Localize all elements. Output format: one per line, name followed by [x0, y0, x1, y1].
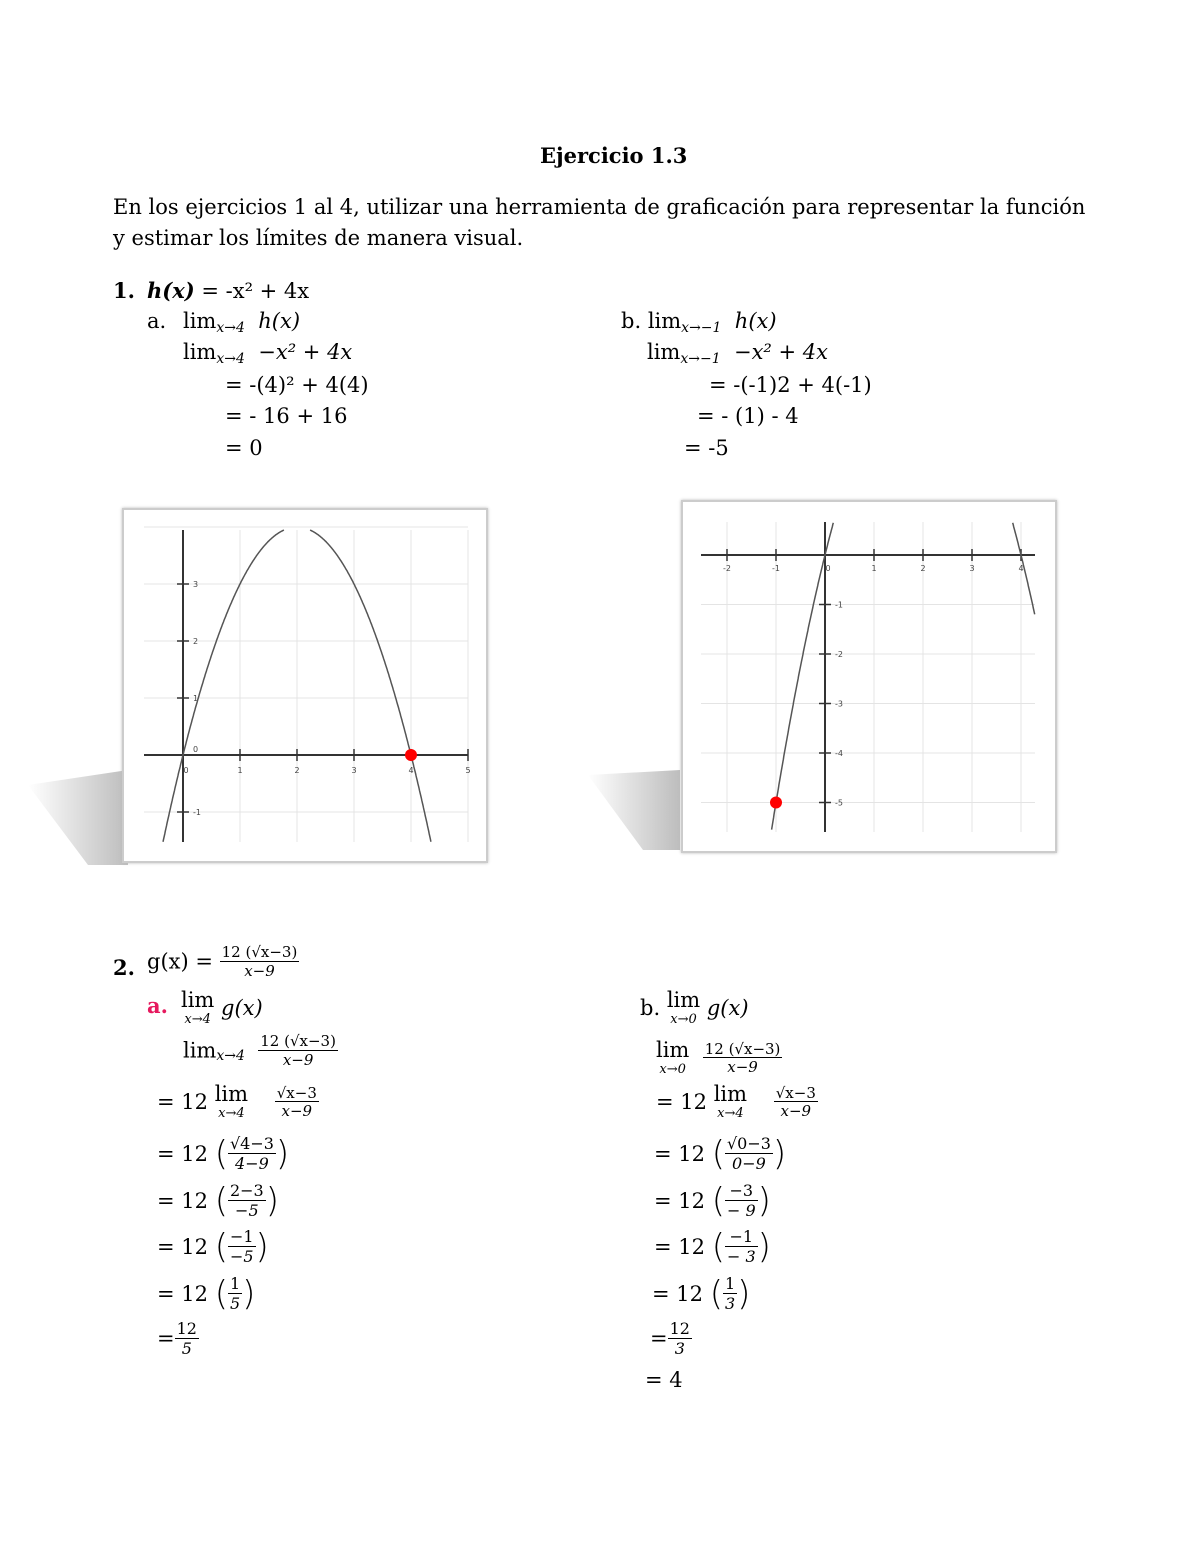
page-title: Ejercicio 1.3 [540, 143, 688, 168]
x-tick-label: 3 [351, 766, 357, 775]
lim-expr: g(x) [706, 996, 749, 1020]
ex1b-step-2: = - (1) - 4 [697, 404, 799, 428]
lim-subscript: x→−1 [681, 320, 722, 336]
ex2a-lim-line-2 [183, 1033, 338, 1068]
lim-operator: lim x→0 [666, 988, 701, 1027]
ex2b-lim-line-1 [640, 990, 749, 1026]
y-tick-label: -1 [193, 808, 201, 817]
x-tick-label: 1 [237, 766, 243, 775]
y-tick-label: -1 [835, 600, 843, 610]
ex1-func-name: h(x) [147, 278, 195, 303]
graph2-frame [681, 500, 1057, 853]
ex2b-step-3: = 12 ( $\frac{-1}{- 3}$ ) [654, 1227, 771, 1267]
y-tick-label: -3 [835, 699, 843, 709]
y-tick-label: 1 [193, 694, 199, 703]
y-tick-label: -2 [835, 650, 843, 659]
ex1-func-rhs: = -x² + 4x [201, 279, 310, 303]
graph2-plot [683, 502, 1055, 851]
limit-point [405, 749, 417, 761]
y-tick-label: 0 [193, 745, 199, 754]
lim-operator: lim x→4 [214, 1082, 249, 1121]
lim-text: lim [183, 1038, 217, 1063]
ex2-function [147, 944, 299, 979]
ex1a-lim-line-1 [183, 309, 300, 336]
lim-expr: g(x) [221, 996, 263, 1020]
ex2-number: 2. [113, 955, 135, 980]
ex2b-final: = $\frac{12}{3}$ [650, 1319, 690, 1358]
x-tick-label: 5 [465, 766, 471, 775]
lim-expr: h(x) [734, 309, 777, 333]
graph1-frame [122, 508, 488, 863]
lim-subscript: x→−1 [680, 351, 721, 367]
ex1a-label: a. [147, 309, 167, 333]
lim-fraction: $\frac{12 (√x-3)}{x-9}$ [260, 1032, 336, 1069]
lim-expr: −x² + 4x [733, 340, 828, 364]
function-curve [772, 523, 1035, 830]
ex1-function [147, 278, 309, 303]
ex2b-step-2: = 12 ( $\frac{-3}{- 9}$ ) [654, 1181, 771, 1221]
lim-text: lim [183, 340, 217, 364]
lim-fraction: $\frac{12 (√x-3)}{x-9}$ [704, 1039, 781, 1076]
x-tick-label: 1 [871, 564, 877, 573]
ex1a-step-2: = - 16 + 16 [225, 404, 348, 428]
ex2a-step-3: = 12 ( $\frac{-1}{-5}$ ) [157, 1227, 269, 1267]
x-tick-label: 4 [408, 766, 414, 775]
ex2b-label: b. [640, 996, 661, 1020]
ex2a-step-2: = 12 ( $\frac{2-3}{-5}$ ) [157, 1181, 279, 1221]
x-tick-label: 2 [920, 564, 926, 573]
lim-text: lim [183, 309, 217, 333]
lim-expr: −x² + 4x [258, 340, 353, 364]
fraction-denominator: x−9 [220, 961, 300, 980]
lim-text: lim [647, 340, 681, 364]
ex2-func-lhs: g(x) = [147, 949, 213, 974]
lim-expr: h(x) [258, 309, 301, 333]
intro-line-1: En los ejercicios 1 al 4, utilizar una herramienta de graficación para representar la función [113, 195, 1086, 219]
lim-subscript: x→4 [216, 1048, 245, 1064]
ex2a-step-4: = 12 ( $\frac{1}{5}$ ) [157, 1274, 256, 1314]
ex1b-label: b. [621, 309, 642, 333]
ex2b-answer: = 4 [645, 1368, 683, 1392]
graph2-shadow [588, 770, 688, 860]
ex2a-lim-line-1 [181, 990, 263, 1026]
ex2a-step-1: = 12 ( $\frac{√4-3}{4-9}$ ) [157, 1134, 290, 1174]
ex1a-step-1: = -(4)² + 4(4) [225, 373, 369, 397]
ex2b-step-4: = 12 ( $\frac{1}{3}$ ) [652, 1274, 751, 1314]
lim-operator: lim x→0 [656, 1038, 690, 1077]
ex1a-step-3: = 0 [225, 436, 263, 460]
step-prefix: = 12 [656, 1090, 707, 1114]
ex2b-step-1: = 12 ( $\frac{√0-3}{0-9}$ ) [654, 1134, 787, 1174]
ex1b-step-1: = -(-1)2 + 4(-1) [709, 373, 872, 397]
ex2b-lim-line-2 [656, 1040, 782, 1076]
ex2a-label: a. [147, 993, 168, 1018]
ex1b-lim-line-1 [621, 309, 777, 336]
x-tick-label: -1 [772, 564, 780, 573]
step-fraction: $\frac{√x-3}{x-9}$ [276, 1083, 317, 1120]
ex1a-lim-line-2 [183, 340, 352, 367]
y-tick-label: 2 [193, 637, 199, 646]
ex1b-step-3: = -5 [684, 436, 729, 460]
y-tick-label: 3 [193, 580, 199, 589]
step-fraction: $\frac{√x-3}{x-9}$ [775, 1083, 816, 1120]
y-tick-label: -5 [835, 798, 843, 808]
x-tick-label: -2 [723, 564, 731, 573]
x-tick-label: 4 [1018, 564, 1024, 573]
ex1-number: 1. [113, 278, 135, 303]
ex2a-final: = $\frac{12}{5}$ [157, 1319, 197, 1358]
ex1b-lim-line-2 [647, 340, 828, 367]
lim-subscript: x→4 [216, 320, 245, 336]
y-tick-label: -4 [835, 749, 843, 758]
fraction-numerator: 12 (√x−3) [221, 943, 298, 961]
x-tick-label: 0 [183, 766, 189, 775]
intro-line-2: y estimar los límites de manera visual. [113, 226, 524, 250]
ex2-func-fraction [220, 944, 300, 979]
lim-text: lim [647, 309, 682, 333]
x-tick-label: 0 [825, 564, 831, 573]
lim-operator: lim x→4 [181, 988, 215, 1027]
limit-point [770, 797, 782, 809]
step-prefix: = 12 [157, 1090, 208, 1114]
ex2a-step-lim [157, 1084, 319, 1120]
graph1-plot [124, 510, 486, 861]
x-tick-label: 2 [294, 766, 300, 775]
lim-operator: lim x→4 [713, 1082, 748, 1121]
x-tick-label: 3 [969, 564, 975, 573]
lim-subscript: x→4 [216, 351, 245, 367]
ex2b-step-lim [656, 1084, 818, 1120]
